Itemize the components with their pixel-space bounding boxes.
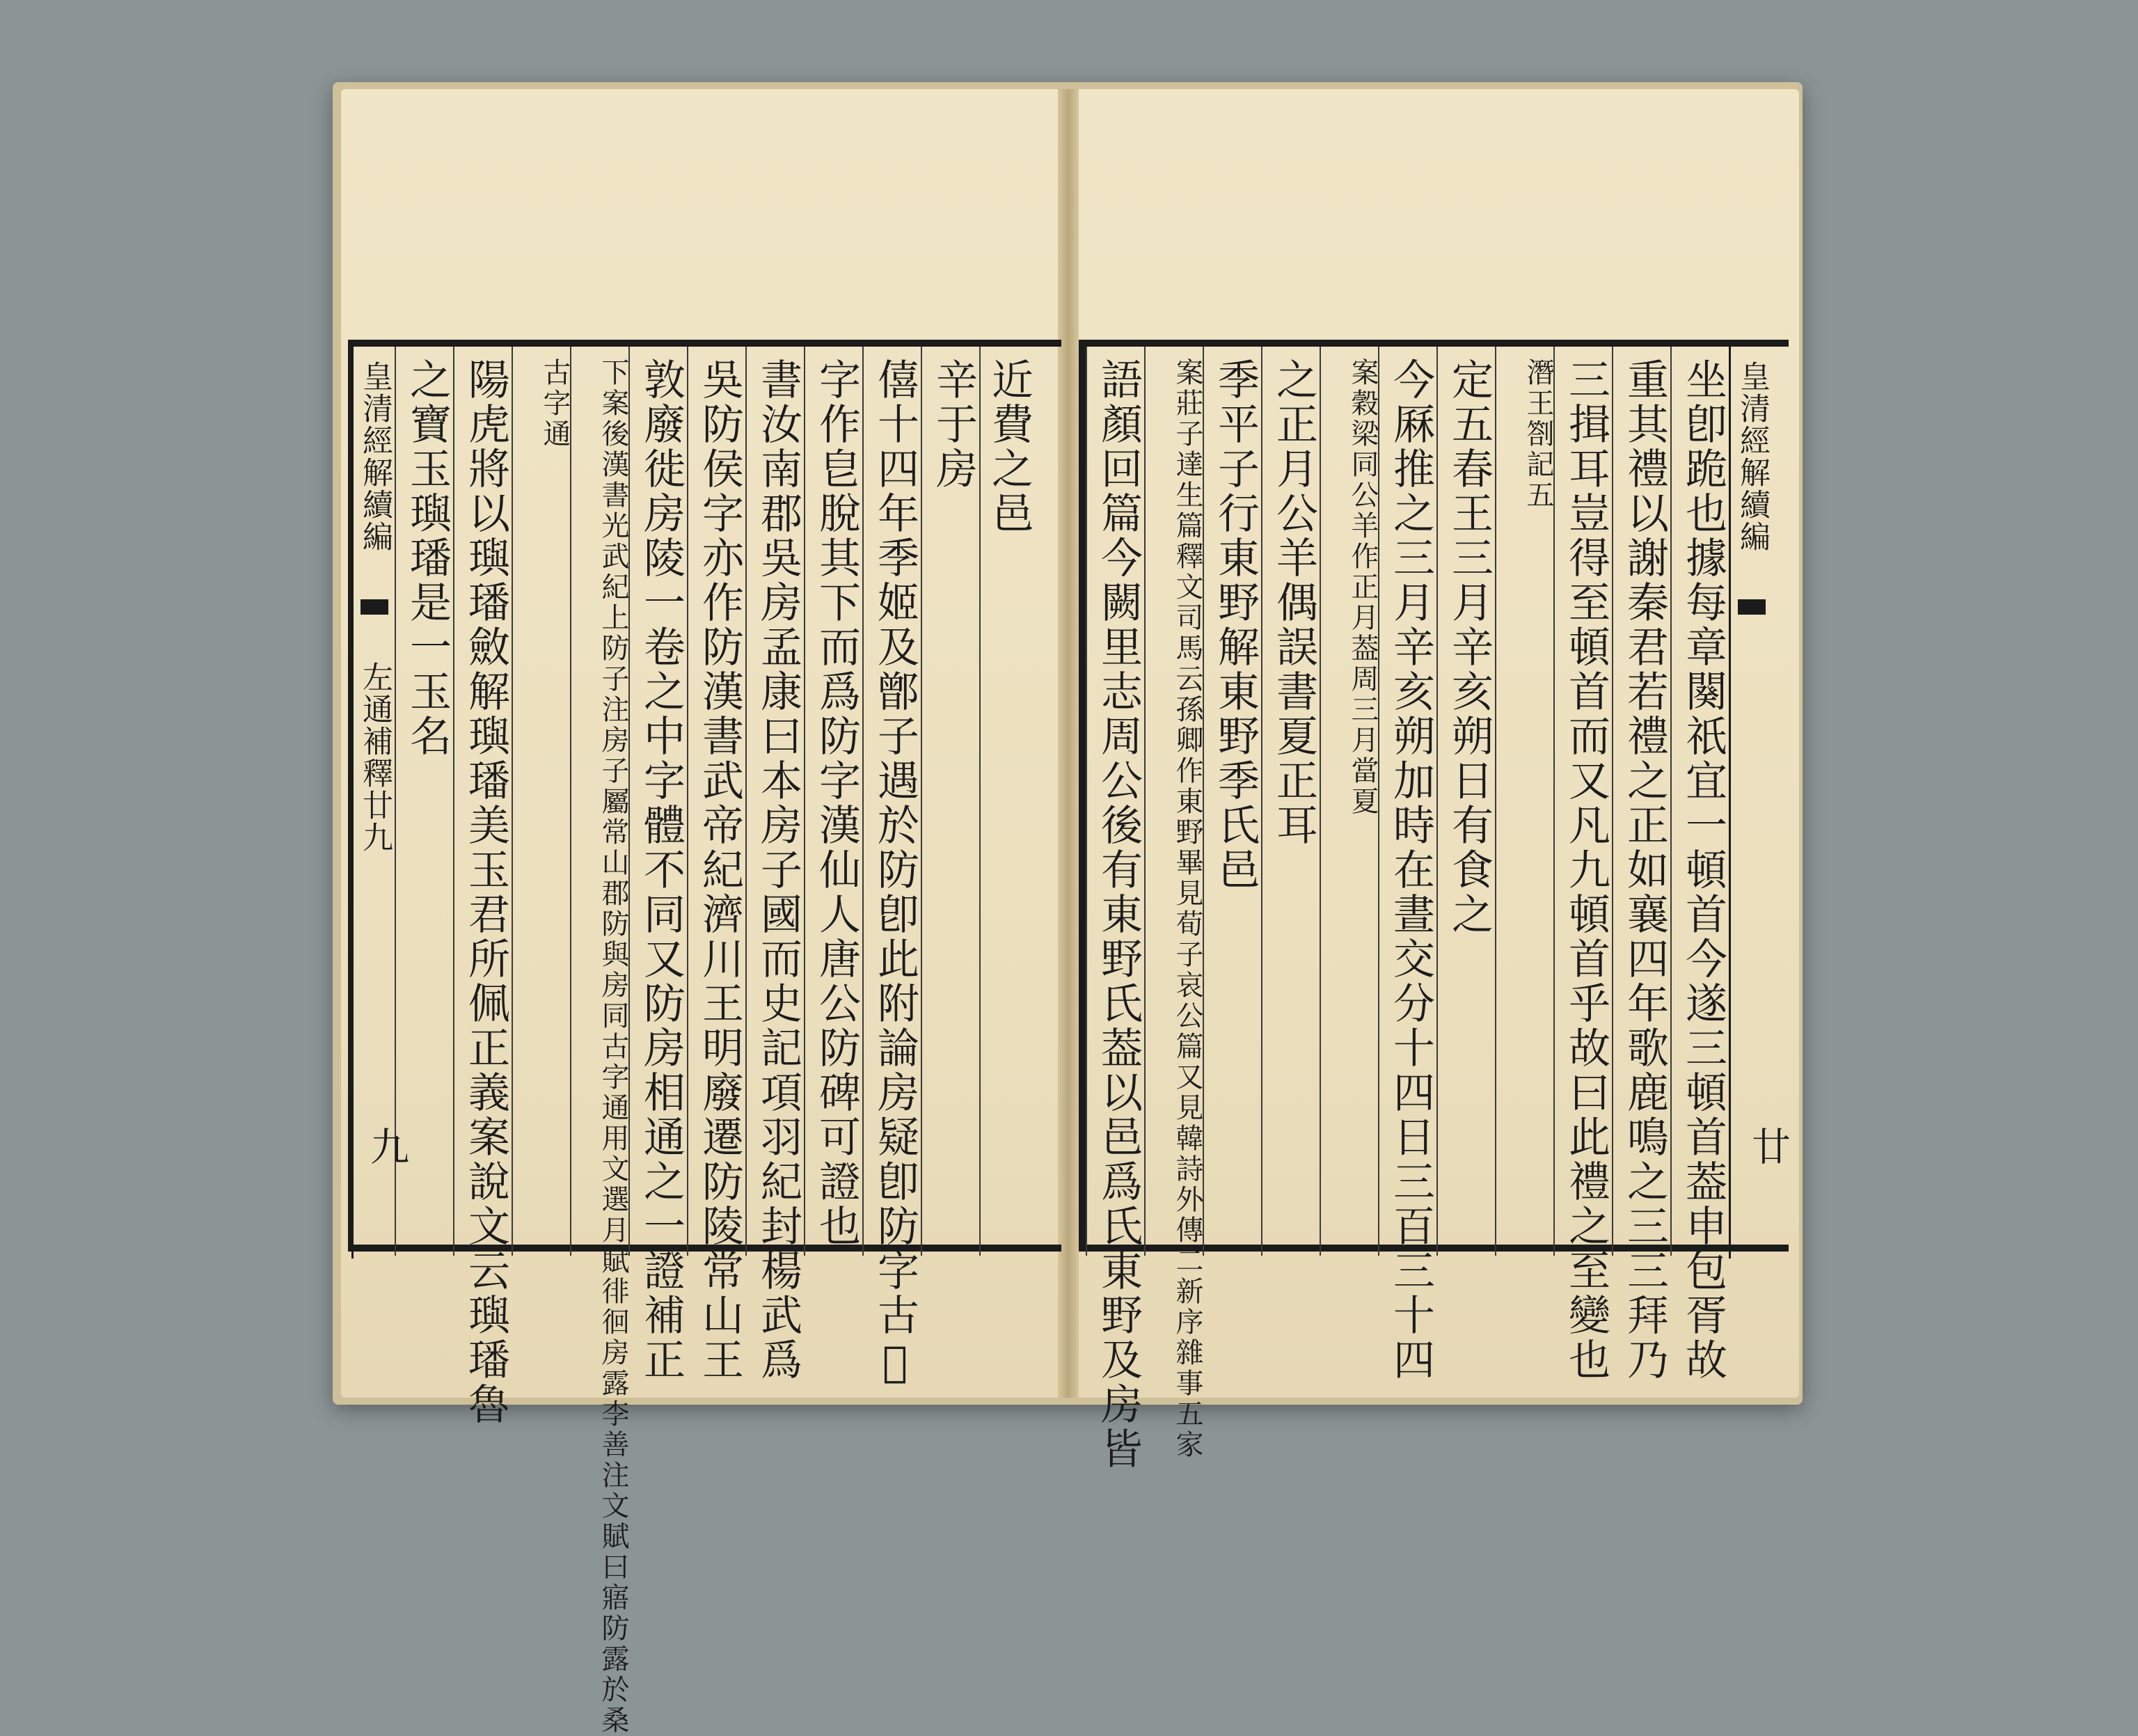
- text-column-r9: 坐卽跪也據每章闋祇宜一頓首今遂三頓首葢申包胥故: [1670, 347, 1730, 1256]
- fish-tail-mark-icon: [1738, 599, 1766, 615]
- right-page-center-column: [1729, 347, 1774, 1258]
- text-column-6: 吳防侯字亦作防漢書武帝紀濟川王明廢遷防陵常山王: [687, 347, 747, 1256]
- text-column-5: 敦廢徙房陵一卷之中字體不同又防房相通之一證補正: [628, 347, 688, 1256]
- text-column-r1: 語顏回篇今闕里志周公後有東野氏葢以邑爲氏東野及房皆: [1086, 347, 1146, 1256]
- text-column-10: 辛于房: [921, 347, 981, 1256]
- text-column-7: 書汝南郡吳房孟康曰本房子國而史記項羽紀封楊武爲: [745, 347, 805, 1256]
- left-section-label: 左通補釋廿九: [357, 661, 393, 853]
- text-column-r7: 三揖耳豈得至頓首而又凡九頓首乎故曰此禮之至變也: [1553, 347, 1613, 1256]
- text-column-1: 之寶玉璵璠是一玉名: [395, 347, 454, 1256]
- text-column-3: 古字通: [512, 347, 571, 1256]
- text-column-r3: 之正月公羊偶誤書夏正耳: [1261, 347, 1321, 1256]
- right-page-frame: [1079, 340, 1791, 1471]
- text-column-8: 字作皀脫其下而爲防字漢仙人唐公防碑可證也: [804, 347, 864, 1256]
- left-page-center-column: [351, 347, 397, 1258]
- text-column-r2: 季平子行東野解東野季氏邑: [1203, 347, 1262, 1256]
- right-folio-number: 廿: [1745, 1126, 1791, 1165]
- text-column-9: 僖十四年季姬及鄫子遇於防卽此附論房疑卽防字古𠀉: [862, 347, 922, 1256]
- annotation-column-r2: 案穀梁同公羊作正月葢周三月當夏: [1320, 347, 1379, 1256]
- fish-tail-mark-icon: [361, 599, 388, 615]
- text-column-2: 陽虎將以璵璠斂解璵璠美玉君所佩正義案說文云璵璠魯: [453, 347, 513, 1256]
- annotation-column-r1: 案莊子達生篇釋文司馬云孫卿作東野畢見荀子哀公篇又見韓詩外傳二新序雜事五家: [1144, 347, 1204, 1256]
- text-column-4: 下案後漢書光武紀上防子注房子屬常山郡防與房同古字通用文選月賦徘徊房露李善注文賦曰寤防露於桑: [570, 347, 630, 1256]
- text-column-r8: 重其禮以謝秦君若禮之正如襄四年歌鹿鳴之三三拜乃: [1612, 347, 1672, 1256]
- left-folio-number: 九: [364, 1126, 409, 1165]
- left-book-title: 皇清經解續編: [357, 361, 393, 553]
- text-column-r6: 潛王劄記五: [1495, 347, 1555, 1256]
- left-page-frame: [348, 340, 1061, 1736]
- text-column-11: 近費之邑: [979, 347, 1036, 1256]
- text-column-r4: 今厤推之三月辛亥朔加時在晝交分十四日三百三十四: [1378, 347, 1438, 1256]
- right-book-title: 皇清經解續編: [1734, 361, 1770, 553]
- text-column-r5: 定五春王三月辛亥朔日有食之: [1436, 347, 1496, 1256]
